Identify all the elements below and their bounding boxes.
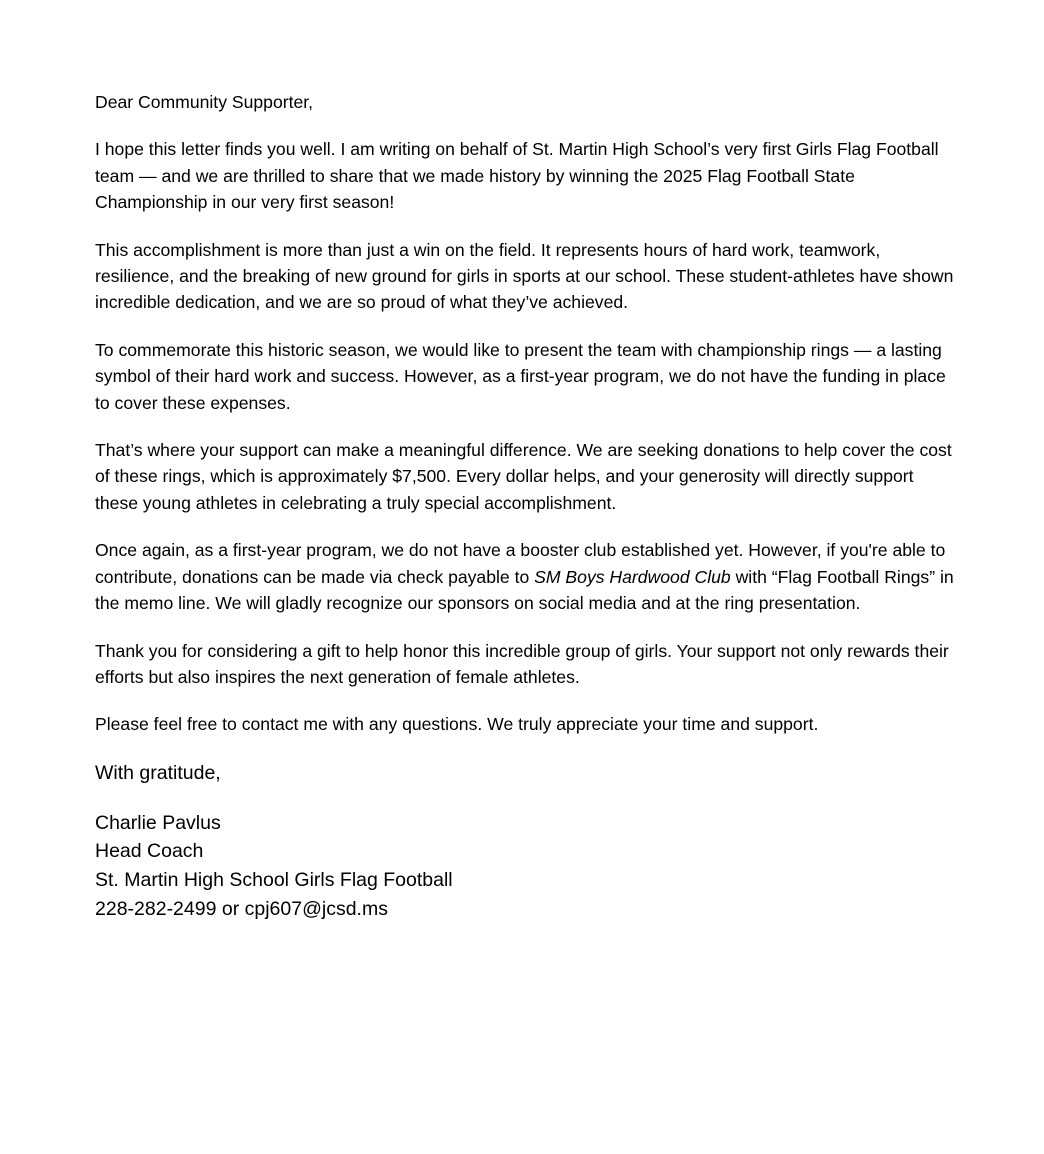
paragraph-thanks: Thank you for considering a gift to help honor this incredible group of girls. Your support not only rewards their efforts but also inspires the next generation of female athletes. xyxy=(95,640,949,687)
paragraph-intro: I hope this letter finds you well. I am writing on behalf of St. Martin High School’s very first Girls Flag Football team — and we are thrilled to share that we made history by winning the 2025 Flag Football State Championship in our very first season! xyxy=(95,139,939,213)
payment-text-before: Once again, as a first-year program, we do not have a booster club established yet. However, if you're able to contribute, donations can be made via check payable to xyxy=(95,540,946,587)
signer-organization: St. Martin High School Girls Flag Football xyxy=(95,869,453,892)
signer-name: Charlie Pavlus xyxy=(95,811,221,834)
paragraph-accomplishment: This accomplishment is more than just a win on the field. It represents hours of hard work, teamwork, resilience, and the breaking of new ground for girls in sports at our school. These student-athletes have shown incredible dedication, and we are so proud of what they’ve achieved. xyxy=(95,239,954,313)
paragraph-contact: Please feel free to contact me with any questions. We truly appreciate your time and support. xyxy=(95,714,819,735)
paragraph-rings: To commemorate this historic season, we would like to present the team with championship rings — a lasting symbol of their hard work and success. However, as a first-year program, we do not have the funding in place to cover these expenses. xyxy=(95,339,946,413)
signer-contact: 228-282-2499 or cpj607@jcsd.ms xyxy=(95,897,388,920)
payment-text-after: with “Flag Football Rings” in the memo line. We will gladly recognize our sponsors on social media and at the ring presentation. xyxy=(95,566,954,614)
letter-body xyxy=(95,89,955,924)
paragraph-donation-request: That’s where your support can make a meaningful difference. We are seeking donations to help cover the cost of these rings, which is approximately $7,500. Every dollar helps, and your generosity will directly support these young athletes in celebrating a truly special accomplishment. xyxy=(95,440,952,513)
signature-block xyxy=(95,809,955,924)
paragraph-payment-info xyxy=(95,537,955,616)
salutation: Dear Community Supporter, xyxy=(95,92,314,112)
closing: With gratitude, xyxy=(95,761,221,784)
signer-title: Head Coach xyxy=(95,840,204,863)
payee-name: SM Boys Hardwood Club xyxy=(534,566,731,587)
